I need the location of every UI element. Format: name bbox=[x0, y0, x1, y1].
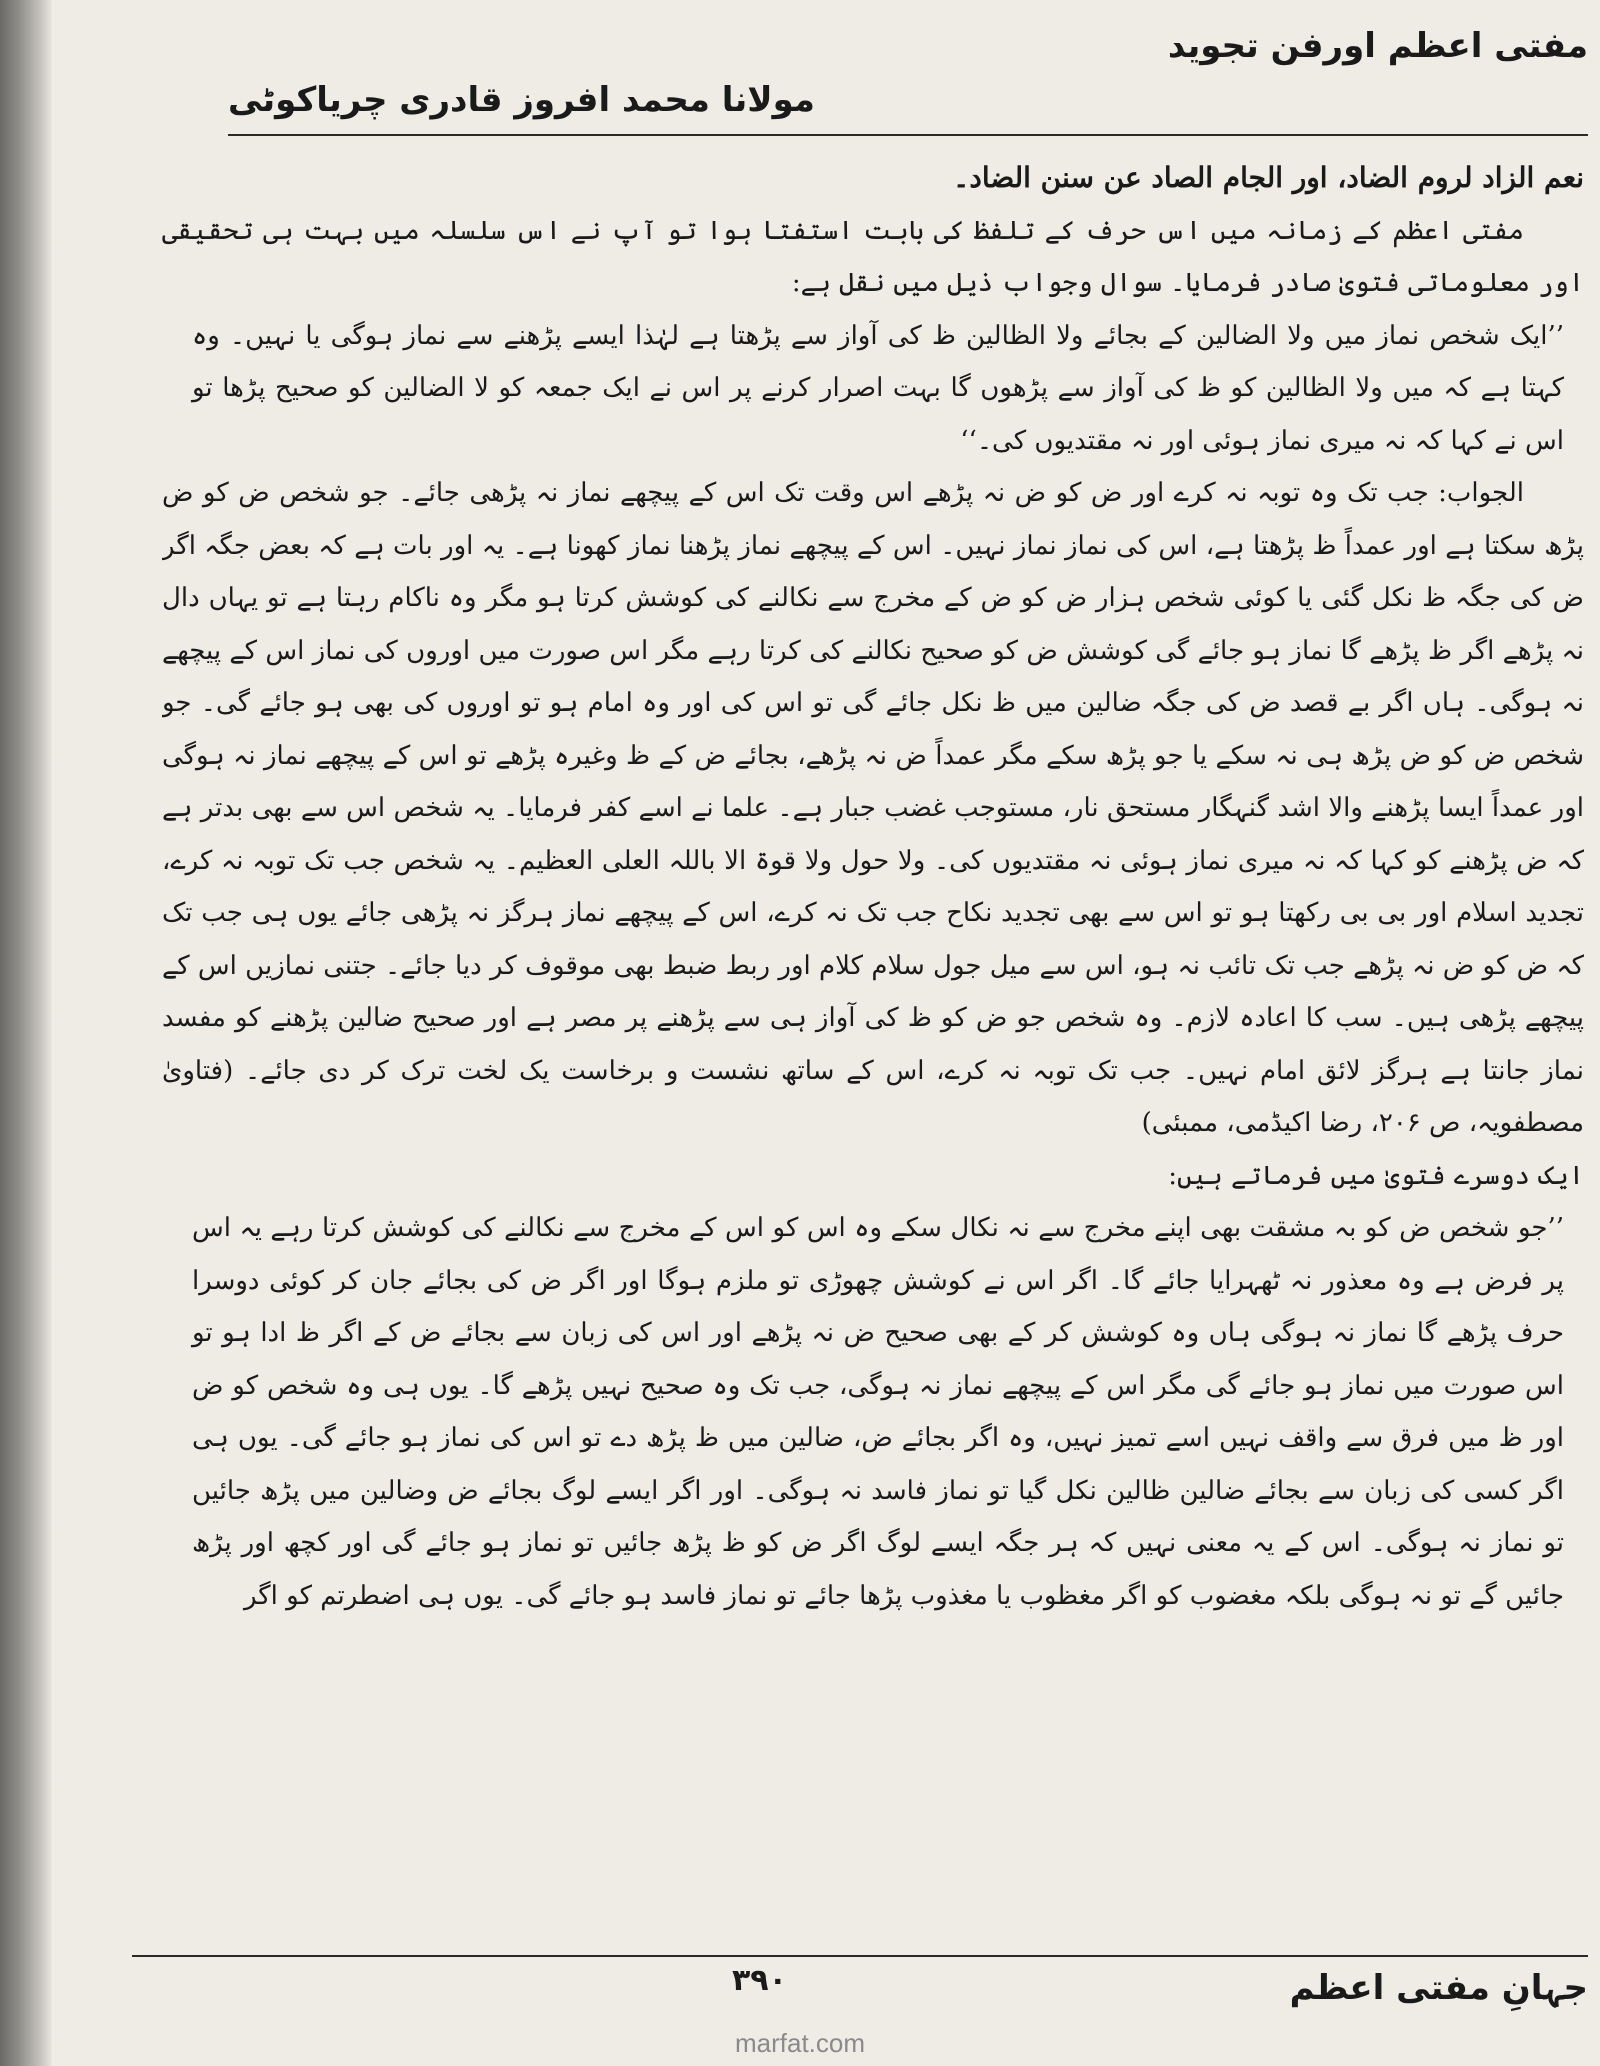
running-footer bbox=[52, 1955, 1588, 2035]
binding-shadow bbox=[0, 0, 52, 2066]
question-quote: ’’ایک شخص نماز میں ولا الضالین کے بجائے ولا الظالین ظ کی آواز سے پڑھتا ہے لہٰذا ایسے پڑھنے سے نماز ہوگی یا نہیں۔ وہ کہتا ہے کہ میں ولا الظالین کو ظ کی آواز سے پڑھوں گا بہت اصرار کرنے پر اس نے ایک جمعہ کو لا الضالین کو صحیح پڑھا تو اس نے کہا کہ نہ میری نماز ہوئی اور نہ مقتدیوں کی۔‘‘ bbox=[192, 320, 1564, 456]
running-header bbox=[228, 18, 1588, 158]
watermark: marfat.com bbox=[734, 2028, 866, 2058]
book-page bbox=[52, 0, 1600, 2066]
footer-rule bbox=[132, 1955, 1588, 1957]
intro-paragraph: مفتی اعظم کے زمانہ میں اس حرف کے تلفظ کی بابت استفتا ہوا تو آپ نے اس سلسلہ میں بہت ہی تحقیقی اور معلوماتی فتویٰ صادر فرمایا۔ سوال وجواب ذیل میں نقل ہے: bbox=[162, 215, 1584, 298]
second-fatwa-quote: ’’جو شخص ض کو بہ مشقت بھی اپنے مخرج سے نہ نکال سکے وہ اس کو اس کے مخرج سے نکالنے کی کوشش کرتا رہے یہ اس پر فرض ہے وہ معذور نہ ٹھہرایا جائے گا۔ اگر اس نے کوشش چھوڑی تو ملزم ہوگا اور اگر ض کی بجائے جان کر کوئی دوسرا حرف پڑھے گا نماز نہ ہوگی ہاں وہ کوشش کر کے بھی صحیح ض نہ پڑھے اور اس کی زبان سے بجائے ض کے اگر ظ ادا ہو تو اس صورت میں نماز ہو جائے گی مگر اس کے پیچھے نماز نہ ہوگی، جب تک وہ صحیح نہیں پڑھے گا۔ یوں ہی وہ شخص کو ض اور ظ میں فرق سے واقف نہیں اسے تمیز نہیں، وہ اگر بجائے ض، ضالین میں ظ پڑھ دے تو اس کی نماز ہو جائے گی۔ یوں ہی اگر کسی کی زبان سے بجائے ضالین ظالین نکل گیا تو نماز فاسد نہ ہوگی۔ اور اگر ایسے لوگ بجائے ض وضالین میں پڑھ جائیں تو نماز نہ ہوگی۔ اس کے یہ معنی نہیں کہ ہر جگہ ایسے لوگ اگر ض کو ظ پڑھ جائیں تو نماز ہو جائے گی اور کچھ اور پڑھ جائیں گے تو نہ ہوگی بلکہ مغضوب کو اگر مغظوب یا مغذوب پڑھا جائے تو نماز فاسد ہو جائے گی۔ یوں ہی اضطرتم کو اگر bbox=[192, 1213, 1564, 1611]
header-author: مولانا محمد افروز قادری چریاکوٹی bbox=[228, 80, 815, 120]
header-book-title: مفتی اعظم اورفن تجوید bbox=[1167, 26, 1588, 66]
page-number: ۳۹۰ bbox=[732, 1963, 787, 1998]
answer-paragraph: الجواب: جب تک وہ توبہ نہ کرے اور ض کو ض نہ پڑھے اس وقت تک اس کے پیچھے نماز نہ پڑھی جائے۔ جو شخص ض کو ض پڑھ سکتا ہے اور عمداً ظ پڑھتا ہے، اس کی نماز نماز نہیں۔ اس کے پیچھے نماز پڑھنا نماز کھونا ہے۔ یہ اور بات ہے کہ بعض جگہ اگر ض کی جگہ ظ نکل گئی یا کوئی شخص ہزار ض کو ض کے مخرج سے نکالنے کی کوشش کرتا ہو مگر وہ ناکام رہتا ہے تو یہاں دال نہ پڑھے اگر ظ پڑھے گا نماز ہو جائے گی کوشش ض کو صحیح نکالنے کی کرتا رہے مگر اس صورت میں اوروں کی نماز اس کے پیچھے نہ ہوگی۔ ہاں اگر بے قصد ض کی جگہ ضالین میں ظ نکل جائے گی تو اس کی اور وہ امام ہو تو اوروں کی بھی ہو جائے گی۔ جو شخص ض کو ض پڑھ ہی نہ سکے یا جو پڑھ سکے مگر عمداً ض نہ پڑھے، بجائے ض کے ظ وغیرہ پڑھے تو اس کے پیچھے نماز نہ ہوگی اور عمداً ایسا پڑھنے والا اشد گنہگار مستحق نار، مستوجب غضب جبار ہے۔ علما نے اسے کفر فرمایا۔ یہ شخص اس سے بھی بدتر ہے کہ ض پڑھنے کو کہا کہ نہ میری نماز ہوئی نہ مقتدیوں کی۔ ولا حول ولا قوۃ الا باللہ العلی العظیم۔ یہ شخص جب تک توبہ نہ کرے، تجدید اسلام اور بی بی رکھتا ہو تو اس سے بھی تجدید نکاح جب تک نہ کرے، اس کے پیچھے نماز ہرگز نہ پڑھی جائے یوں ہی جب تک کہ ض کو ض نہ پڑھے جب تک تائب نہ ہو، اس سے میل جول سلام کلام اور ربط ضبط بھی موقوف کر دیا جائے۔ جتنی نمازیں اس کے پیچھے پڑھی ہیں۔ سب کا اعادہ لازم۔ وہ شخص جو ض کو ظ کی آواز ہی سے پڑھنے پر مصر ہے اور صحیح ضالین پڑھنے کو مفسد نماز جانتا ہے ہرگز لائق امام نہیں۔ جب تک توبہ نہ کرے، اس کے ساتھ نشست و برخاست یک لخت ترک کر دی جائے۔ (فتاویٰ مصطفویہ، ص ۲۰۶، رضا اکیڈمی، ممبئی) bbox=[162, 478, 1584, 1138]
arabic-title-line: نعم الزاد لروم الضاد، اور الجام الصاد عن سنن الضاد۔ bbox=[952, 161, 1584, 194]
page-body bbox=[162, 152, 1584, 1952]
header-rule bbox=[228, 134, 1588, 136]
second-fatwa-intro: ایک دوسرے فتویٰ میں فرماتے ہیں: bbox=[1168, 1160, 1584, 1191]
footer-title: جہانِ مفتی اعظم bbox=[1289, 1968, 1588, 2008]
